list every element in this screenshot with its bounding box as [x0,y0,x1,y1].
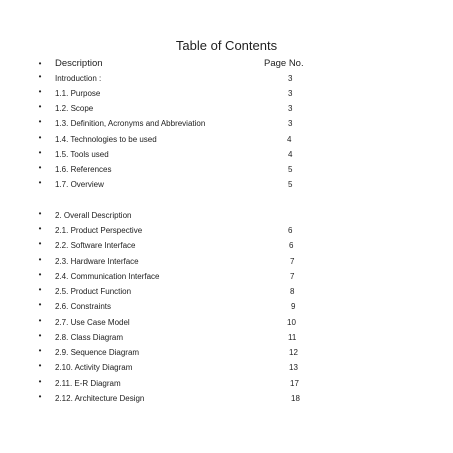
toc-entry-label: 1.1. Purpose [55,89,101,98]
bullet-marker: • [38,270,42,279]
toc-entry-page: 4 [287,135,292,144]
bullet-marker: • [38,239,42,248]
toc-entry [0,377,453,391]
toc-entry-page: 11 [288,333,297,342]
toc-header-page-no: Page No. [264,58,304,69]
toc-entry [0,361,453,375]
toc-entry-page: 13 [289,363,298,372]
toc-entry-page: 6 [289,241,294,250]
bullet-marker: • [38,163,42,172]
toc-entry-page: 3 [288,104,293,113]
toc-title: Table of Contents [175,38,278,53]
toc-entry [0,316,453,330]
toc-entry-label: 2.11. E-R Diagram [55,379,121,388]
toc-entry-page: 6 [288,226,293,235]
toc-entry [0,224,453,238]
bullet-marker: • [38,209,42,218]
bullet-marker: • [38,300,42,309]
toc-entry [0,285,453,299]
toc-entry [0,72,453,86]
toc-entry-label: 1.2. Scope [55,104,94,113]
bullet-marker: • [38,377,42,386]
toc-entry-label: 2.1. Product Perspective [55,226,143,235]
bullet-marker: • [38,178,42,187]
toc-entry-page: 7 [290,257,295,266]
toc-entry [0,163,453,177]
toc-entry-page: 3 [288,119,293,128]
toc-entry-label: 2.6. Constraints [55,302,112,311]
bullet-marker: • [38,392,42,401]
toc-entry [0,346,453,360]
toc-entry [0,148,453,162]
toc-entry [0,133,453,147]
bullet-marker: • [38,59,42,68]
toc-entry [0,300,453,314]
toc-entry-label: 2.10. Activity Diagram [55,363,133,372]
toc-entry-label: 2.12. Architecture Design [55,394,145,403]
toc-entry [0,331,453,345]
toc-entry-label: 2.8. Class Diagram [55,333,124,342]
toc-entry-label: 1.7. Overview [55,180,104,189]
bullet-marker: • [38,285,42,294]
toc-entry-label: 1.4. Technologies to be used [55,135,157,144]
toc-entry-page: 18 [291,394,300,403]
bullet-marker: • [38,72,42,81]
toc-header-description: Description [55,58,103,69]
bullet-marker: • [38,346,42,355]
toc-entry-label: 2.5. Product Function [55,287,132,296]
bullet-marker: • [38,361,42,370]
toc-entry-page: 5 [288,165,293,174]
toc-entry-page: 8 [290,287,295,296]
toc-entry [0,209,453,223]
toc-entry [0,392,453,406]
toc-entry-page: 10 [287,318,296,327]
bullet-marker: • [38,224,42,233]
toc-entry-page: 4 [288,150,293,159]
toc-entry [0,102,453,116]
toc-entry-label: 1.5. Tools used [55,150,109,159]
toc-entry-label: 2.9. Sequence Diagram [55,348,140,357]
toc-entry-label: 2.2. Software Interface [55,241,136,250]
toc-entry-label: 2.7. Use Case Model [55,318,130,327]
bullet-marker: • [38,255,42,264]
toc-entry-page: 3 [288,89,293,98]
toc-entry-label: 1.3. Definition, Acronyms and Abbreviation [55,119,206,128]
bullet-marker: • [38,148,42,157]
toc-entry-label: 2. Overall Description [55,211,132,220]
toc-entry-page: 7 [290,272,295,281]
toc-entry-page: 17 [290,379,299,388]
toc-entry-label: 1.6. References [55,165,112,174]
bullet-marker: • [38,102,42,111]
toc-entry [0,270,453,284]
toc-entry-label: Introduction : [55,74,102,83]
bullet-marker: • [38,133,42,142]
bullet-marker: • [38,117,42,126]
bullet-marker: • [38,331,42,340]
toc-entry-page: 9 [291,302,296,311]
toc-entry-page: 3 [288,74,293,83]
bullet-marker: • [38,87,42,96]
toc-entry [0,117,453,131]
toc-entry-page: 12 [289,348,298,357]
toc-entry [0,239,453,253]
toc-entry-label: 2.4. Communication Interface [55,272,160,281]
toc-entry [0,87,453,101]
toc-entry [0,255,453,269]
toc-entry [0,178,453,192]
toc-entry-label: 2.3. Hardware Interface [55,257,139,266]
bullet-marker: • [38,316,42,325]
toc-entry-page: 5 [288,180,293,189]
